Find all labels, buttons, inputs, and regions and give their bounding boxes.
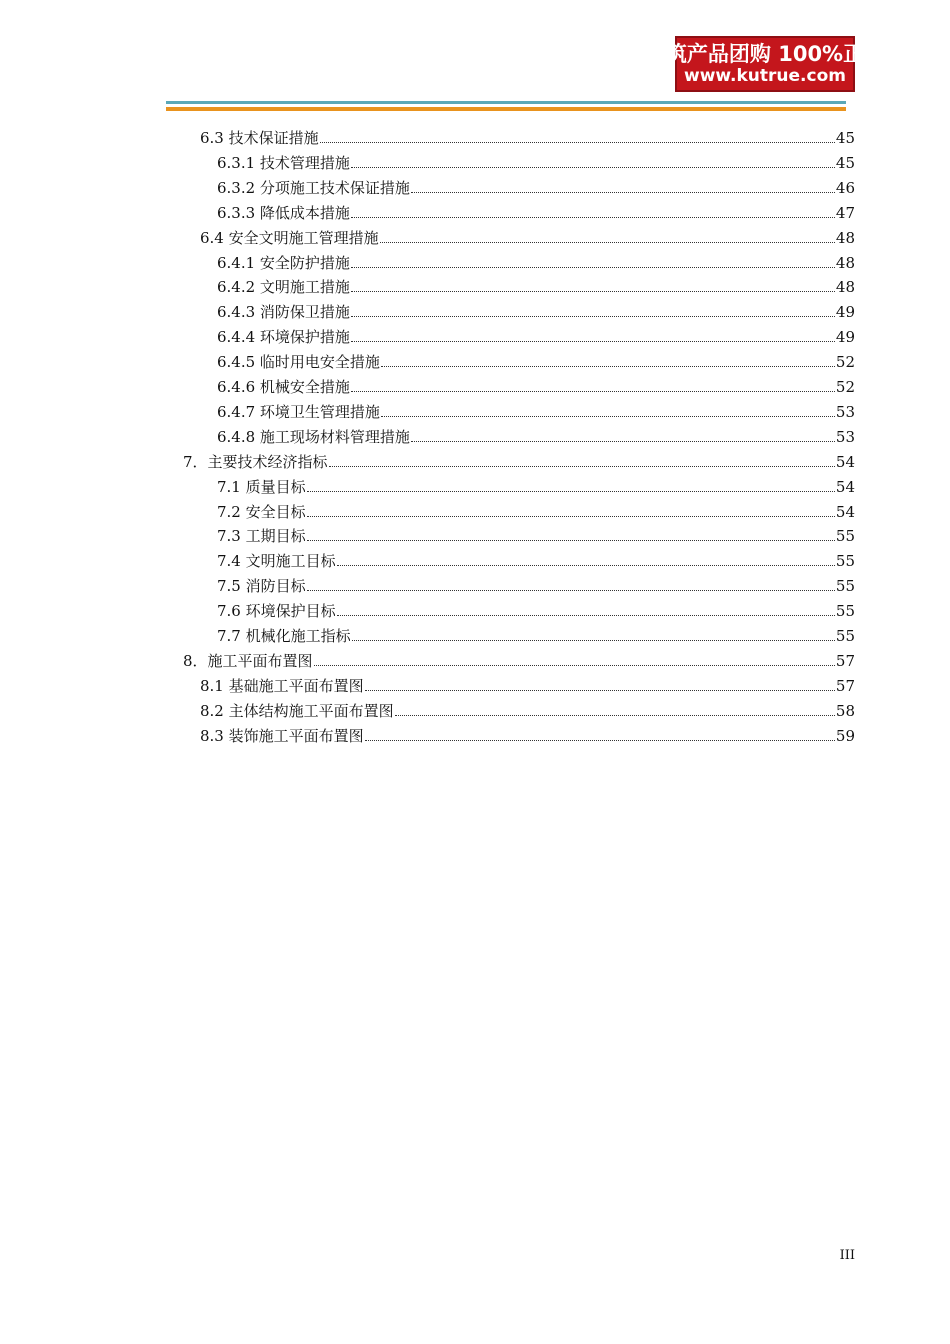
toc-entry-page: 52 [835, 353, 855, 372]
toc-entry-page: 45 [835, 129, 855, 147]
toc-dot-leader [307, 491, 835, 492]
toc-entry[interactable] [217, 473, 855, 497]
toc-dot-leader [337, 615, 835, 616]
toc-entry[interactable] [217, 298, 855, 322]
toc-dot-leader [351, 316, 835, 317]
toc-entry-page: 45 [835, 153, 855, 172]
logo-url: www.kutrue.com [684, 66, 846, 86]
kutrue-logo [644, 36, 886, 92]
toc-dot-leader [411, 441, 835, 442]
toc-entry-title: 6.4.8 施工现场材料管理措施 [217, 427, 410, 446]
toc-entry[interactable] [217, 398, 855, 422]
toc-dot-leader [337, 565, 835, 566]
toc-entry-page: 49 [835, 328, 855, 347]
toc-entry[interactable] [217, 423, 855, 447]
toc-dot-leader [380, 242, 835, 243]
toc-entry[interactable] [217, 498, 855, 522]
toc-entry-page: 57 [835, 676, 855, 695]
toc-entry[interactable] [183, 647, 855, 671]
toc-entry-title: 6.3 技术保证措施 [200, 129, 319, 147]
toc-dot-leader [314, 665, 835, 666]
toc-entry-page: 55 [835, 527, 855, 546]
toc-entry-title: 6.4.1 安全防护措施 [217, 253, 350, 272]
toc-dot-leader [352, 640, 835, 641]
toc-entry[interactable] [200, 224, 855, 248]
toc-entry-page: 59 [835, 726, 855, 745]
toc-entry-title: 8.2 主体结构施工平面布置图 [200, 701, 394, 720]
toc-entry-title: 6.4 安全文明施工管理措施 [200, 228, 379, 247]
toc-entry[interactable] [217, 348, 855, 372]
toc-entry-title: 6.4.6 机械安全措施 [217, 378, 350, 396]
page-number: III [839, 1248, 855, 1263]
toc-dot-leader [365, 740, 835, 741]
toc-entry-title: 7.6 环境保护目标 [217, 602, 336, 621]
toc-entry[interactable] [217, 174, 855, 198]
toc-dot-leader [329, 466, 835, 467]
toc-entry[interactable] [200, 672, 855, 696]
logo-slogan: 建筑产品团购 100%正品 [644, 42, 886, 66]
toc-entry-page: 49 [835, 303, 855, 322]
header-rule-teal [166, 101, 846, 104]
toc-entry-page: 55 [835, 602, 855, 621]
toc-entry-page: 53 [835, 402, 855, 421]
toc-entry[interactable] [217, 323, 855, 347]
toc-dot-leader [351, 341, 835, 342]
toc-entry-page: 57 [835, 651, 855, 670]
toc-entry-title: 7．主要技术经济指标 [183, 452, 328, 471]
toc-dot-leader [351, 291, 835, 292]
toc-entry-title: 6.4.5 临时用电安全措施 [217, 353, 380, 372]
toc-entry-title: 6.3.1 技术管理措施 [217, 153, 350, 172]
toc-entry-title: 7.5 消防目标 [217, 577, 306, 596]
toc-entry[interactable] [217, 273, 855, 297]
toc-entry-page: 55 [835, 627, 855, 645]
toc-dot-leader [351, 167, 835, 168]
toc-entry-page: 52 [835, 378, 855, 396]
toc-entry[interactable] [217, 373, 855, 397]
toc-entry-page: 46 [835, 178, 855, 197]
toc-entry[interactable] [217, 522, 855, 546]
toc-entry[interactable] [217, 572, 855, 596]
toc-dot-leader [320, 142, 835, 143]
toc-entry-page: 54 [835, 452, 855, 471]
toc-entry-title: 7.4 文明施工目标 [217, 552, 336, 571]
toc-dot-leader [381, 416, 835, 417]
toc-entry-title: 8.1 基础施工平面布置图 [200, 676, 364, 695]
toc-entry-page: 48 [835, 278, 855, 297]
toc-dot-leader [351, 267, 835, 268]
toc-dot-leader [351, 391, 835, 392]
toc-entry-title: 7.3 工期目标 [217, 527, 306, 546]
toc-entry[interactable] [200, 124, 855, 148]
toc-entry-page: 53 [835, 427, 855, 446]
toc-dot-leader [365, 690, 835, 691]
toc-entry[interactable] [217, 199, 855, 223]
toc-entry-title: 6.3.3 降低成本措施 [217, 203, 350, 222]
toc-entry[interactable] [217, 547, 855, 571]
toc-entry-title: 6.4.7 环境卫生管理措施 [217, 402, 380, 421]
toc-entry[interactable] [200, 722, 855, 746]
toc-entry[interactable] [217, 622, 855, 646]
toc-entry-page: 54 [835, 477, 855, 496]
toc-entry-title: 7.1 质量目标 [217, 477, 306, 496]
toc-entry-title: 7.2 安全目标 [217, 502, 306, 521]
toc-entry-title: 6.4.4 环境保护措施 [217, 328, 350, 347]
toc-entry-page: 55 [835, 577, 855, 596]
toc-dot-leader [351, 217, 835, 218]
toc-entry-page: 54 [835, 502, 855, 521]
toc-dot-leader [307, 540, 835, 541]
toc-entry-title: 8．施工平面布置图 [183, 651, 313, 670]
toc-entry[interactable] [217, 597, 855, 621]
toc-entry[interactable] [217, 149, 855, 173]
header-rule-orange [166, 107, 846, 111]
toc-entry[interactable] [217, 249, 855, 273]
toc-entry-page: 55 [835, 552, 855, 571]
toc-dot-leader [381, 366, 835, 367]
toc-entry[interactable] [183, 448, 855, 472]
toc-dot-leader [411, 192, 835, 193]
toc-entry[interactable] [200, 697, 855, 721]
toc-entry-title: 6.4.3 消防保卫措施 [217, 303, 350, 322]
toc-entry-title: 6.4.2 文明施工措施 [217, 278, 350, 297]
toc-entry-page: 47 [835, 203, 855, 222]
toc-dot-leader [307, 516, 835, 517]
toc-entry-title: 8.3 装饰施工平面布置图 [200, 726, 364, 745]
toc-entry-title: 7.7 机械化施工指标 [217, 627, 351, 645]
toc-entry-title: 6.3.2 分项施工技术保证措施 [217, 178, 410, 197]
toc-dot-leader [395, 715, 835, 716]
toc-entry-page: 58 [835, 701, 855, 720]
toc-entry-page: 48 [835, 228, 855, 247]
toc-dot-leader [307, 590, 835, 591]
toc-entry-page: 48 [835, 253, 855, 272]
